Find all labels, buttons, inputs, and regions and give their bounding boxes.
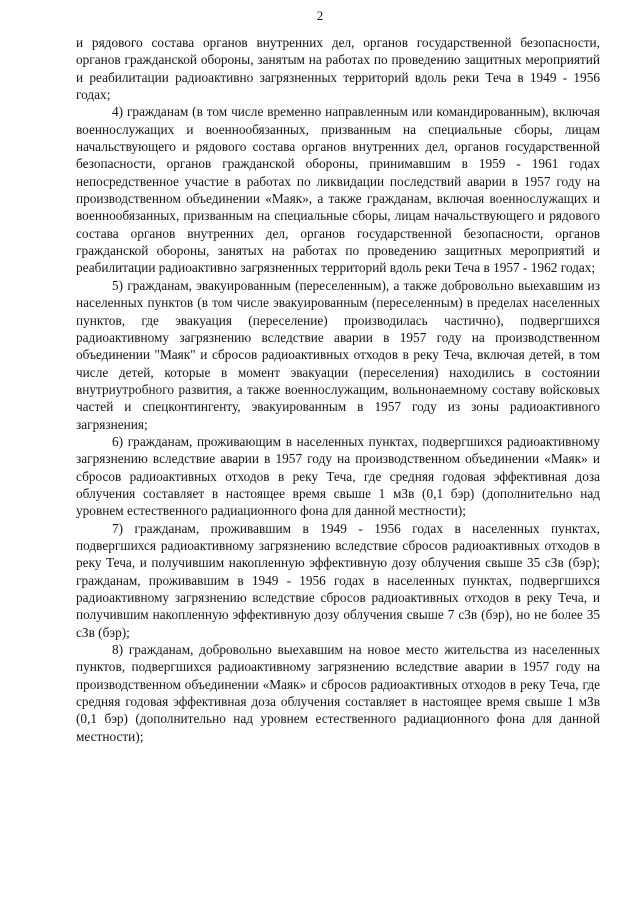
paragraph-item-5: 5) гражданам, эвакуированным (переселенным), а также добровольно выехавшим из населенных пунктов (в том числе эвакуированным (переселенным) в пределах населенных пунктов, где эвакуация (переселение) производилась частично), подвергшихся радиоактивному загрязнению вследствие аварии в 1957 году на производственном объединении "Маяк" и сбросов радиоактивных отходов в реку Теча, включая детей, в том числе детей, которые в момент эвакуации (переселения) находились в состоянии внутриутробного развития, а также военнослужащим, вольнонаемному составу войсковых частей и спецконтингенту, эвакуированным в 1957 году из зоны радиоактивного загрязнения;	[76, 277, 600, 432]
paragraph-item-4: 4) гражданам (в том числе временно направленным или командированным), включая военнослужащих и военнообязанных, призванным на специальные сборы, лицам начальствующего и рядового состава органов внутренних дел, органов государственной безопасности, органов гражданской обороны, принимавшим в 1959 - 1961 годах непосредственное участие в работах по ликвидации последствий аварии в 1957 году на производственном объединении «Маяк», а также гражданам, включая военнослужащих и военнообязанных, призванным на специальные сборы, лицам начальствующего и рядового состава органов внутренних дел, органов государственной безопасности, органов гражданской обороны, занятых на работах по проведению защитных мероприятий и реабилитации радиоактивно загрязненных территорий вдоль реки Теча в 1957 - 1962 годах;	[76, 104, 600, 276]
paragraph-item-7: 7) гражданам, проживавшим в 1949 - 1956 годах в населенных пунктах, подвергшихся радиоактивному загрязнению вследствие сбросов радиоактивных отходов в реку Теча, и получившим накопленную эффективную дозу облучения свыше 35 сЗв (бэр); гражданам, проживавшим в 1949 - 1956 годах в населенных пунктах, подвергшихся радиоактивному загрязнению вследствие сбросов радиоактивных отходов в реку Теча, и получившим накопленную эффективную дозу облучения свыше 7 сЗв (бэр), но не более 35 сЗв (бэр);	[76, 520, 600, 640]
paragraph-item-6: 6) гражданам, проживающим в населенных пунктах, подвергшихся радиоактивному загрязнению вследствие аварии в 1957 году на производственном объединении «Маяк» и сбросов радиоактивных отходов в реку Теча, где средняя годовая эффективная доза облучения составляет в настоящее время свыше 1 мЗв (0,1 бэр) (дополнительно над уровнем естественного радиационного фона для данной местности);	[76, 433, 600, 519]
paragraph-continuation: и рядового состава органов внутренних дел, органов государственной безопасности, органов гражданской обороны, занятым на работах по проведению защитных мероприятий и реабилитации радиоактивно загрязненных территорий вдоль реки Теча в 1949 - 1956 годах;	[76, 35, 600, 103]
page-number: 2	[316, 8, 324, 23]
paragraph-item-8: 8) гражданам, добровольно выехавшим на новое место жительства из населенных пунктов, подвергшихся радиоактивному загрязнению вследствие аварии в 1957 году на производственном объединении «Маяк» и сбросов радиоактивных отходов в реку Теча, где средняя годовая эффективная доза облучения составляет в настоящее время свыше 1 мЗв (0,1 бэр) (дополнительно над уровнем естественного радиационного фона для данной местности);	[76, 642, 600, 744]
document-body	[76, 34, 600, 745]
